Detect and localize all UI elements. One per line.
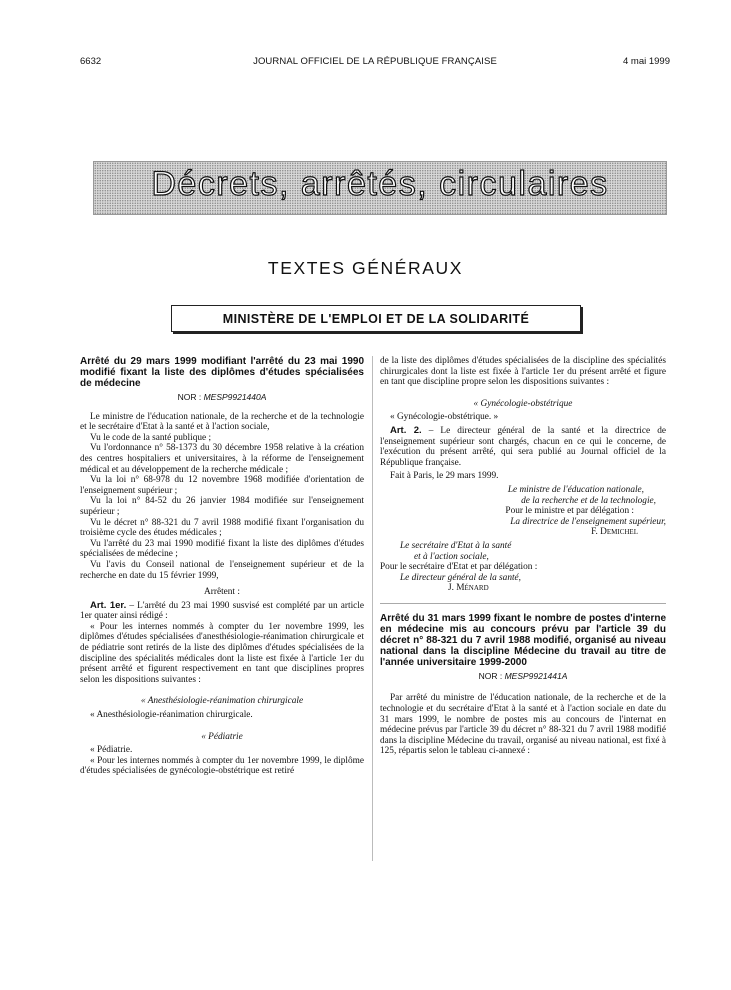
signatory-line: et à l'action sociale, — [414, 551, 489, 562]
subheading: « Pédiatrie — [201, 731, 243, 742]
paragraph: Vu l'arrêté du 23 mai 1990 modifié fixant la liste des diplômes d'études spécialisées de médecine ; — [80, 538, 364, 560]
arrete-title-2: Arrêté du 31 mars 1999 fixant le nombre de postes d'interne en médecine mis au concours prévu par l'article 39 du décret n° 88-321 du 7 avril 1988 modifié, organisé au niveau national dans la discipline Médecine du travail au titre de l'année universitaire 1999-2000 — [380, 612, 666, 668]
nor-label: NOR : — [478, 670, 505, 681]
signature-place-date: Fait à Paris, le 29 mars 1999. — [390, 471, 499, 482]
signatory-name: F. Demichel — [591, 527, 638, 538]
paragraph: Vu la loi n° 68-978 du 12 novembre 1968 modifiée d'orientation de l'enseignement supérieur ; — [80, 475, 364, 496]
nor-code: MESP9921441A — [504, 670, 568, 681]
arrete-title-1: Arrêté du 29 mars 1999 modifiant l'arrêté du 23 mai 1990 modifié fixant la liste des diplômes d'études spécialisées de médecine — [80, 356, 364, 389]
column-divider — [372, 356, 373, 861]
list-item: « Gynécologie-obstétrique. » — [390, 412, 499, 423]
nor-label: NOR : — [177, 392, 204, 402]
journal-title: JOURNAL OFFICIEL DE LA RÉPUBLIQUE FRANÇAISE — [253, 56, 497, 67]
nor-code: MESP9921440A — [203, 392, 267, 402]
article-2 — [380, 426, 666, 468]
paragraph: Vu l'ordonnance n° 58-1373 du 30 décembre 1958 relative à la création des centres hospitaliers et universitaires, à la réforme de l'enseignement médical et au développement de la recherche médicale ; — [80, 443, 364, 475]
article-1 — [80, 601, 364, 622]
signatory-line: Le directeur général de la santé, — [400, 572, 522, 583]
signatory-line: Le ministre de l'éducation nationale, — [507, 484, 644, 495]
paragraph: Vu le décret n° 88-321 du 7 avril 1988 modifié fixant l'organisation du troisième cycle des études médicales ; — [80, 517, 364, 539]
section-title: TEXTES GÉNÉRAUX — [267, 258, 464, 278]
list-item: « Pédiatrie. — [90, 745, 133, 756]
separator — [380, 603, 666, 604]
ministry-heading — [171, 305, 581, 332]
arretent: Arrêtent : — [204, 587, 240, 598]
paragraph: « Pour les internes nommés à compter du 1er novembre 1999, les diplômes d'études spécialisées d'anesthésiologie-réanimation chirurgicale et de pédiatrie sont retirés de la liste des diplômes d'études spécialisées de la discipline des spécialités médicales dont la liste est fixée à l'article 1er du présent arrêté et figurent respectivement en tant que disciplines propres selon les dispositions suivantes : — [80, 621, 364, 685]
signatory-line: Le secrétaire d'Etat à la santé — [400, 540, 512, 551]
banner-title: Décrets, arrêtés, circulaires — [151, 165, 609, 203]
nor-line-1 — [80, 392, 364, 403]
issue-date: 4 mai 1999 — [622, 56, 670, 67]
paragraph: « Pour les internes nommés à compter du 1er novembre 1999, le diplôme d'études spécialisées de gynécologie-obstétrique est retiré — [80, 755, 364, 777]
paragraph: Vu l'avis du Conseil national de l'enseignement supérieur et de la recherche en date du 15 février 1999, — [80, 559, 364, 581]
subheading: « Anesthésiologie-réanimation chirurgicale — [140, 696, 304, 707]
article-text: – L'arrêté du 23 mai 1990 susvisé est complété par un article 1er quater ainsi rédigé : — [80, 600, 364, 622]
list-item: « Anesthésiologie-réanimation chirurgicale. — [90, 710, 253, 721]
paragraph: Le ministre de l'éducation nationale, de la recherche et de la technologie et le secrétaire d'Etat à la santé et à l'action sociale, — [80, 411, 364, 433]
section-banner — [93, 161, 667, 215]
paragraph: de la liste des diplômes d'études spécialisées de la discipline des spécialités chirurgicales dont la liste est fixée à l'article 1er du présent arrêté et figure en tant que discipline propre selon les dispositions suivantes : — [380, 356, 666, 388]
article-text: – Le directeur général de la santé et la directrice de l'enseignement supérieur sont chargés, chacun en ce qui le concerne, de l'exécution du présent arrêté, qui sera publié au Journal officiel de la République française. — [380, 425, 666, 468]
paragraph: Vu la loi n° 84-52 du 26 janvier 1984 modifiée sur l'enseignement supérieur ; — [80, 496, 364, 517]
signatory-line: de la recherche et de la technologie, — [521, 495, 656, 506]
ministry-title: MINISTÈRE DE L'EMPLOI ET DE LA SOLIDARITÉ — [222, 311, 530, 326]
nor-line-2 — [380, 671, 666, 682]
left-column — [80, 356, 364, 777]
paragraph: Par arrêté du ministre de l'éducation nationale, de la recherche et de la technologie et du secrétaire d'Etat à la santé et à l'action sociale en date du 31 mars 1999, le nombre de postes mis au concours de l'internat en médecine prévus par l'article 39 du décret n° 88-321 du 7 avril 1988 modifié dans la discipline Médecine du travail, organisé au niveau national, est fixé à 125, répartis selon le tableau ci-annexé : — [380, 693, 666, 757]
article-label: Art. 1er. — [90, 599, 127, 611]
paragraph: Vu le code de la santé publique ; — [90, 432, 212, 443]
subheading: « Gynécologie-obstétrique — [473, 398, 573, 409]
right-column — [380, 356, 666, 757]
signatory-line: Pour le secrétaire d'Etat et par délégation : — [380, 562, 538, 573]
signatory-name: J. Ménard — [448, 583, 489, 594]
signatory-line: Pour le ministre et par délégation : — [505, 506, 634, 517]
page-number: 6632 — [80, 56, 102, 67]
signatory-line: La directrice de l'enseignement supérieur, — [510, 516, 666, 527]
article-label: Art. 2. — [390, 424, 422, 436]
